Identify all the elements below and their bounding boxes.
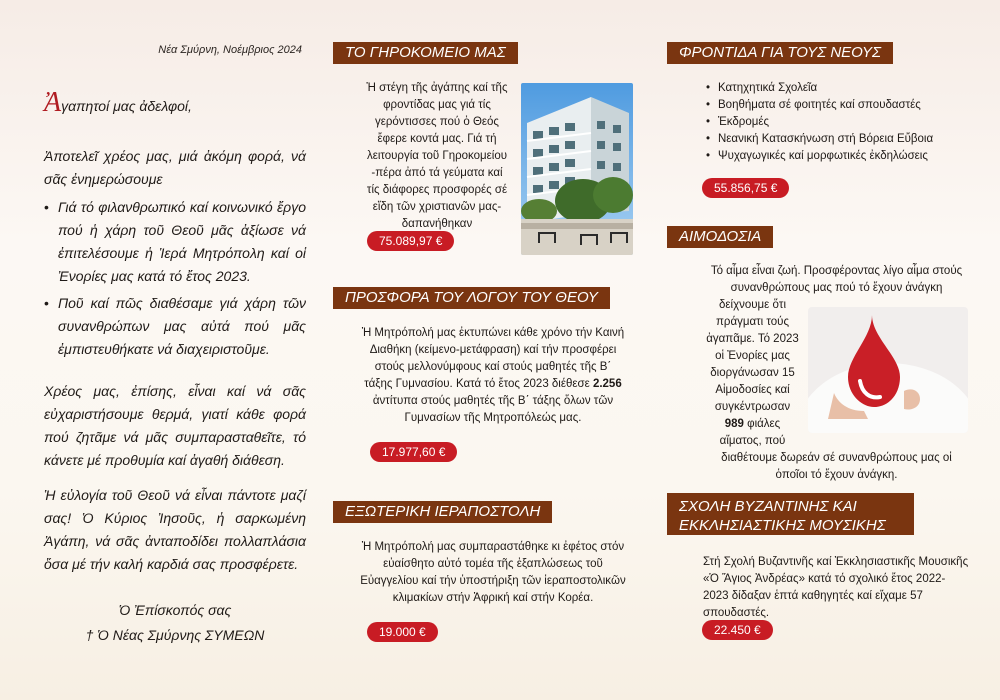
greeting-text: γαπητοί μας ἀδελφοί, [61, 98, 192, 114]
nursing-home-text: Ἡ στέγη τῆς ἀγάπης καί τῆς φροντίδας μας γιά τίς γερόντισσες πού ὁ Θεός ἔφερε κοντά μας. Γιά τή λειτουργία τοῦ Γηροκομείου -πέρα ἀπό τά γεύματα καί τίς διάφορες προσφορές σέ εἴδη τῶν χριστιανῶν μας- δαπανήθηκαν [366, 82, 508, 230]
letter-intro: Ἀποτελεῖ χρέος μας, μιά ἀκόμη φορά, νά σᾶς ἐνημερώσουμε [44, 148, 306, 187]
blood-donation-intro-text: Τό αἷμα εἶναι ζωή. Προσφέροντας λίγο αἷμα στούς συνανθρώπους μας πού τό ἔχουν ἀνάγκη δείχνουμε ὅτι πράγματι τούς ἀγαπᾶμε. Τό 2023 οἱ Ἐνορίες μας διοργάνωσαν 15 Αἱμοδοσίες καί συγκέντρωσαν [706, 265, 963, 413]
letter-bullet: • Ποῦ καί πῶς διαθέσαμε γιά χάρη τῶν συνανθρώπων μας αὐτά πού μᾶς ἐμπιστευθήκατε νά διαχειριστοῦμε. [44, 292, 306, 361]
youth-list-item: • Κατηχητικά Σχολεῖα [706, 80, 956, 97]
music-school-title-line2: ΕΚΚΛΗΣΙΑΣΤΙΚΗΣ ΜΟΥΣΙΚΗΣ [679, 517, 886, 534]
letter-greeting [44, 87, 306, 118]
signature-name: † Ὁ Νέας Σμύρνης ΣΥΜΕΩΝ [85, 627, 265, 643]
word-of-god-copies: 2.256 [592, 378, 622, 390]
building-illustration [521, 83, 633, 255]
blood-donation-text [705, 263, 968, 484]
letter-blessing: Ἡ εὐλογία τοῦ Θεοῦ νά εἶναι πάντοτε μαζί σας! Ὁ Κύριος Ἰησοῦς, ἡ σαρκωμένη Ἀγάπη, νά σᾶς ἀνταποδίδει πολλαπλάσια ὅσα μέ τήν καλή καρδιά σας προσφέρετε. [44, 487, 306, 572]
youth-list [706, 80, 956, 165]
music-school-text: Στή Σχολή Βυζαντινῆς καί Ἐκκλησιαστικῆς Μουσικῆς «Ὁ Ἅγιος Ἀνδρέας» κατά τό σχολικό ἔτος 2022-2023 δίδαξαν ἑπτά καθηγητές καί εἴχαμε 57 σπουδαστές. [703, 556, 969, 619]
word-of-god-header: ΠΡΟΣΦΟΡΑ ΤΟΥ ΛΟΓΟΥ ΤΟΥ ΘΕΟΥ [333, 287, 610, 309]
youth-list-item: • Ψυχαγωγικές καί μορφωτικές ἐκδηλώσεις [706, 148, 956, 165]
mission-header: ΕΞΩΤΕΡΙΚΗ ΙΕΡΑΠΟΣΤΟΛΗ [333, 501, 552, 523]
youth-list-item: • Νεανική Κατασκήνωση στή Βόρεια Εὔβοια [706, 131, 956, 148]
music-school-header [667, 493, 914, 535]
mission-text: Ἡ Μητρόπολή μας συμπαραστάθηκε κι ἐφέτος στόν εὐαίσθητο αὐτό τομέα τῆς ἐξαπλώσεως τοῦ Εὐαγγελίου καί τήν ὑποστήριξη τῶν ἱεραποστολικῶν κλιμακίων στήν Ἀφρική καί στήν Κορέα. [360, 541, 626, 604]
word-of-god-text-part1: Ἡ Μητρόπολή μας ἐκτυπώνει κάθε χρόνο τήν Καινή Διαθήκη (κείμενο-μετάφραση) καί τήν προσφέρει στούς μελλονύμφους καί στούς μαθητές τῆς Β΄ τάξης Γυμνασίου. Κατά τό ἔτος 2023 διέθεσε [361, 327, 625, 390]
nursing-home-header: ΤΟ ΓΗΡΟΚΟΜΕΙΟ ΜΑΣ [333, 42, 518, 64]
music-school-title-line1: ΣΧΟΛΗ ΒΥΖΑΝΤΙΝΗΣ ΚΑΙ [679, 498, 857, 515]
letter-bullet-list [44, 196, 306, 365]
mission-amount-badge: 19.000 € [367, 622, 438, 642]
nursing-home-amount-badge: 75.089,97 € [367, 231, 454, 251]
word-of-god-text [360, 325, 626, 427]
youth-list-item: • Βοηθήματα σέ φοιτητές καί σπουδαστές [706, 97, 956, 114]
letter-bullet: • Γιά τό φιλανθρωπικό καί κοινωνικό ἔργο πού ἡ χάρη τοῦ Θεοῦ μᾶς ἀξίωσε νά ἐπιτελέσουμε ἡ Ἱερά Μητρόπολη καί οἱ Ἐνορίες μας κατά τό ἔτος 2023. [44, 196, 306, 288]
nursing-home-photo [521, 83, 633, 255]
letter-thanks: Χρέος μας, ἐπίσης, εἶναι καί νά σᾶς εὐχαριστήσουμε θερμά, γιατί κάθε φορά πού ζητᾶμε νά μᾶς συμπαρασταθεῖτε, τό κάνετε μέ προθυμία καί ἀγαθή διάθεση. [44, 383, 306, 468]
youth-amount-badge: 55.856,75 € [702, 178, 789, 198]
signature-title: Ὁ Ἐπίσκοπός σας [118, 602, 232, 618]
youth-list-item: • Ἐκδρομές [706, 114, 956, 131]
music-school-amount-badge: 22.450 € [702, 620, 773, 640]
letter-date: Νέα Σμύρνη, Νοέμβριος 2024 [158, 44, 302, 56]
word-of-god-text-part2: ἀντίτυπα στούς μαθητές τῆς Β΄ τάξης ὅλων τῶν Γυμνασίων τῆς Μητροπόλεώς μας. [372, 395, 614, 424]
blood-donation-outro-text: φιάλες αἵματος, πού διαθέτουμε δωρεάν σέ συνανθρώπους μας οἱ ὁποῖοι τό ἔχουν ἀνάγκη. [719, 418, 952, 481]
word-of-god-amount-badge: 17.977,60 € [370, 442, 457, 462]
youth-header: ΦΡΟΝΤΙΔΑ ΓΙΑ ΤΟΥΣ ΝΕΟΥΣ [667, 42, 893, 64]
blood-donation-header: ΑΙΜΟΔΟΣΙΑ [667, 226, 773, 248]
blood-donation-bottles: 989 [724, 418, 744, 430]
greeting-initial: Ἀ [44, 87, 62, 118]
